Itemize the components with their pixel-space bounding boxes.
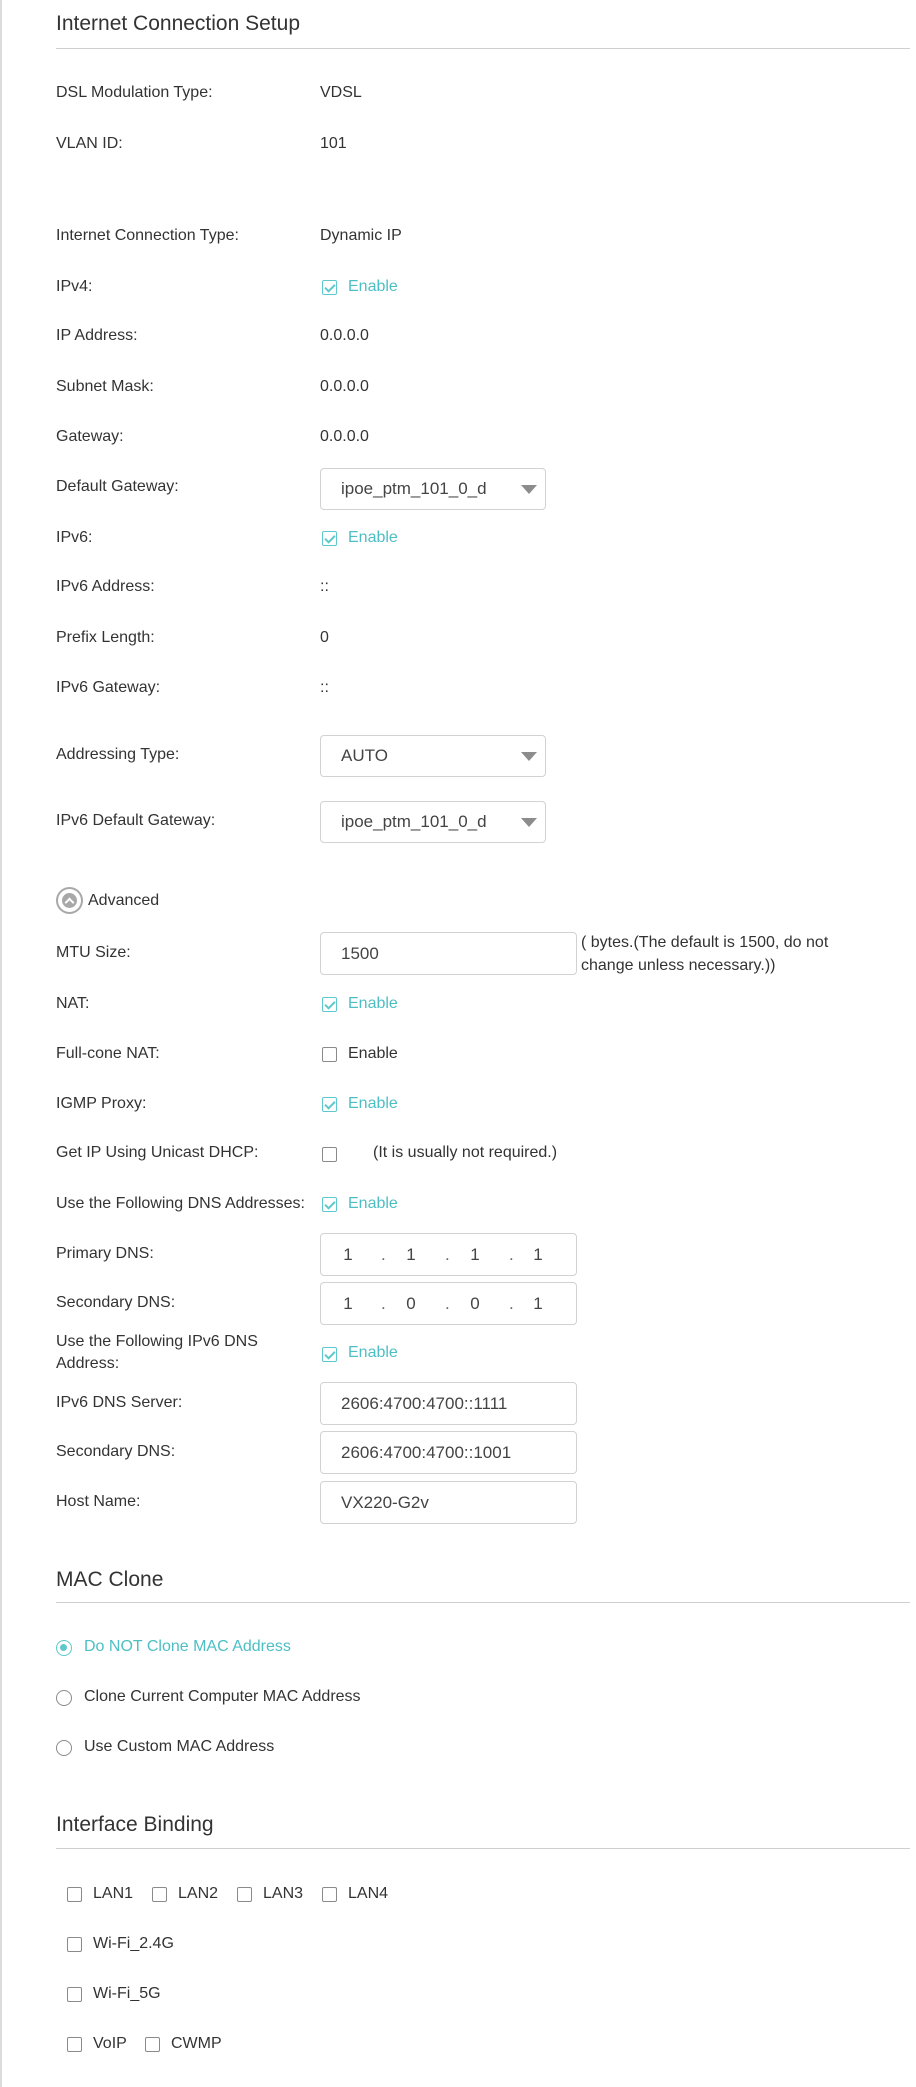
wifi-24g-checkbox[interactable] xyxy=(67,1937,82,1952)
secondary-dns-input[interactable] xyxy=(320,1282,577,1325)
prefix-length-label: Prefix Length: xyxy=(56,629,155,646)
wifi-5g-label[interactable]: Wi-Fi_5G xyxy=(93,1985,161,2002)
ipv6-dns-server-label: IPv6 DNS Server: xyxy=(56,1394,183,1411)
gateway-label: Gateway: xyxy=(56,428,124,445)
custom-mac-label[interactable]: Use Custom MAC Address xyxy=(84,1738,275,1755)
cwmp-label[interactable]: CWMP xyxy=(171,2035,222,2052)
secondary-dns-octet-1[interactable]: 1 xyxy=(343,1294,353,1313)
lan1-label[interactable]: LAN1 xyxy=(93,1885,134,1902)
dsl-modulation-value: VDSL xyxy=(320,84,362,101)
mtu-note: ( bytes.(The default is 1500, do not change unless necessary.)) xyxy=(581,934,829,974)
ipv4-enable-checkbox[interactable] xyxy=(322,280,337,295)
connection-type-value: Dynamic IP xyxy=(320,227,402,244)
ipv6-enable-label[interactable]: Enable xyxy=(348,529,398,546)
ip-dot: . xyxy=(445,1294,450,1313)
ipv6-default-gateway-selected: ipoe_ptm_101_0_d xyxy=(341,812,487,831)
ip-address-value: 0.0.0.0 xyxy=(320,327,369,344)
ipv6-label: IPv6: xyxy=(56,529,93,546)
ip-dot: . xyxy=(509,1245,514,1264)
wifi-5g-checkbox[interactable] xyxy=(67,1987,82,2002)
lan3-checkbox[interactable] xyxy=(237,1887,252,1902)
primary-dns-octet-2[interactable]: 1 xyxy=(406,1245,416,1264)
primary-dns-octet-3[interactable]: 1 xyxy=(470,1245,480,1264)
unicast-dhcp-label: Get IP Using Unicast DHCP: xyxy=(56,1144,259,1161)
lan4-label[interactable]: LAN4 xyxy=(348,1885,389,1902)
ipv6-secondary-dns-value: 2606:4700:4700::1001 xyxy=(341,1443,512,1462)
full-cone-nat-label: Full-cone NAT: xyxy=(56,1045,160,1062)
clone-current-label[interactable]: Clone Current Computer MAC Address xyxy=(84,1688,361,1705)
wifi-24g-label[interactable]: Wi-Fi_2.4G xyxy=(93,1935,174,1952)
advanced-toggle[interactable]: Advanced xyxy=(88,892,160,909)
unicast-dhcp-note: (It is usually not required.) xyxy=(373,1144,558,1161)
host-name-value: VX220-G2v xyxy=(341,1493,429,1512)
voip-checkbox[interactable] xyxy=(67,2037,82,2052)
default-gateway-label: Default Gateway: xyxy=(56,478,179,495)
voip-label[interactable]: VoIP xyxy=(93,2035,127,2052)
chevron-down-icon xyxy=(521,752,537,761)
addressing-type-selected: AUTO xyxy=(341,746,388,765)
primary-dns-octet-4[interactable]: 1 xyxy=(533,1245,543,1264)
primary-dns-octet-1[interactable]: 1 xyxy=(343,1245,353,1264)
clone-current-radio[interactable] xyxy=(56,1690,72,1706)
chevron-down-icon xyxy=(521,485,537,494)
dns-addresses-checkbox[interactable] xyxy=(322,1197,337,1212)
mtu-size-label: MTU Size: xyxy=(56,944,131,961)
primary-dns-input[interactable] xyxy=(320,1233,577,1276)
left-border xyxy=(0,0,2,2087)
connection-type-label: Internet Connection Type: xyxy=(56,227,239,244)
chevron-down-icon xyxy=(521,818,537,827)
igmp-proxy-checkbox[interactable] xyxy=(322,1097,337,1112)
dns-addresses-enable-label[interactable]: Enable xyxy=(348,1195,398,1212)
ipv6-dns-addresses-label: Use the Following IPv6 DNS Address: xyxy=(56,1333,258,1372)
secondary-dns-octet-3[interactable]: 0 xyxy=(470,1294,480,1313)
interface-binding-title: Interface Binding xyxy=(56,1813,214,1836)
ipv6-dns-addresses-enable-label[interactable]: Enable xyxy=(348,1344,398,1361)
gateway-value: 0.0.0.0 xyxy=(320,428,369,445)
ip-address-label: IP Address: xyxy=(56,327,138,344)
igmp-proxy-label: IGMP Proxy: xyxy=(56,1095,147,1112)
mac-clone-title: MAC Clone xyxy=(56,1568,164,1591)
ip-dot: . xyxy=(445,1245,450,1264)
ipv6-default-gateway-select[interactable] xyxy=(320,801,546,843)
internet-connection-setup-title: Internet Connection Setup xyxy=(56,12,301,35)
ipv6-gateway-label: IPv6 Gateway: xyxy=(56,679,161,696)
mtu-size-input[interactable] xyxy=(320,932,577,975)
secondary-dns-octet-4[interactable]: 1 xyxy=(533,1294,543,1313)
addressing-type-label: Addressing Type: xyxy=(56,746,180,763)
secondary-dns-octet-2[interactable]: 0 xyxy=(406,1294,416,1313)
secondary-dns-label: Secondary DNS: xyxy=(56,1294,176,1311)
vlan-id-label: VLAN ID: xyxy=(56,135,123,152)
subnet-mask-value: 0.0.0.0 xyxy=(320,378,369,395)
ip-dot: . xyxy=(509,1294,514,1313)
ipv6-secondary-dns-label: Secondary DNS: xyxy=(56,1443,176,1460)
custom-mac-radio[interactable] xyxy=(56,1740,72,1756)
ipv6-address-value: :: xyxy=(320,578,329,595)
vlan-id-value: 101 xyxy=(320,135,347,152)
ipv6-default-gateway-label: IPv6 Default Gateway: xyxy=(56,812,216,829)
full-cone-nat-checkbox[interactable] xyxy=(322,1047,337,1062)
ipv4-enable-label[interactable]: Enable xyxy=(348,278,398,295)
primary-dns-label: Primary DNS: xyxy=(56,1245,154,1262)
section-divider xyxy=(56,48,910,49)
cwmp-checkbox[interactable] xyxy=(145,2037,160,2052)
lan2-checkbox[interactable] xyxy=(152,1887,167,1902)
dns-addresses-label: Use the Following DNS Addresses: xyxy=(56,1195,305,1212)
ipv6-secondary-dns-input[interactable] xyxy=(320,1431,577,1474)
host-name-label: Host Name: xyxy=(56,1493,141,1510)
full-cone-nat-enable-label[interactable]: Enable xyxy=(348,1045,398,1062)
ip-dot: . xyxy=(381,1245,386,1264)
ipv6-dns-server-value: 2606:4700:4700::1111 xyxy=(341,1394,508,1413)
do-not-clone-radio[interactable] xyxy=(56,1640,72,1656)
section-divider xyxy=(56,1602,910,1603)
lan2-label[interactable]: LAN2 xyxy=(178,1885,219,1902)
ipv6-enable-checkbox[interactable] xyxy=(322,531,337,546)
ipv6-address-label: IPv6 Address: xyxy=(56,578,155,595)
nat-enable-label[interactable]: Enable xyxy=(348,995,398,1012)
subnet-mask-label: Subnet Mask: xyxy=(56,378,154,395)
ipv4-label: IPv4: xyxy=(56,278,93,295)
lan1-checkbox[interactable] xyxy=(67,1887,82,1902)
nat-label: NAT: xyxy=(56,995,90,1012)
lan3-label[interactable]: LAN3 xyxy=(263,1885,304,1902)
host-name-input[interactable] xyxy=(320,1481,577,1524)
collapse-up-icon[interactable] xyxy=(56,887,83,914)
unicast-dhcp-checkbox[interactable] xyxy=(322,1147,337,1162)
ip-dot: . xyxy=(381,1294,386,1313)
mtu-size-value: 1500 xyxy=(341,944,379,963)
default-gateway-select[interactable] xyxy=(320,468,546,510)
dsl-modulation-label: DSL Modulation Type: xyxy=(56,84,213,101)
section-divider xyxy=(56,1848,910,1849)
ipv6-dns-server-input[interactable] xyxy=(320,1382,577,1425)
ipv6-dns-addresses-checkbox[interactable] xyxy=(322,1347,337,1362)
igmp-proxy-enable-label[interactable]: Enable xyxy=(348,1095,398,1112)
ipv6-gateway-value: :: xyxy=(320,679,329,696)
do-not-clone-label[interactable]: Do NOT Clone MAC Address xyxy=(84,1638,291,1655)
addressing-type-select[interactable] xyxy=(320,735,546,777)
prefix-length-value: 0 xyxy=(320,629,329,646)
lan4-checkbox[interactable] xyxy=(322,1887,337,1902)
default-gateway-selected: ipoe_ptm_101_0_d xyxy=(341,479,487,498)
nat-enable-checkbox[interactable] xyxy=(322,997,337,1012)
